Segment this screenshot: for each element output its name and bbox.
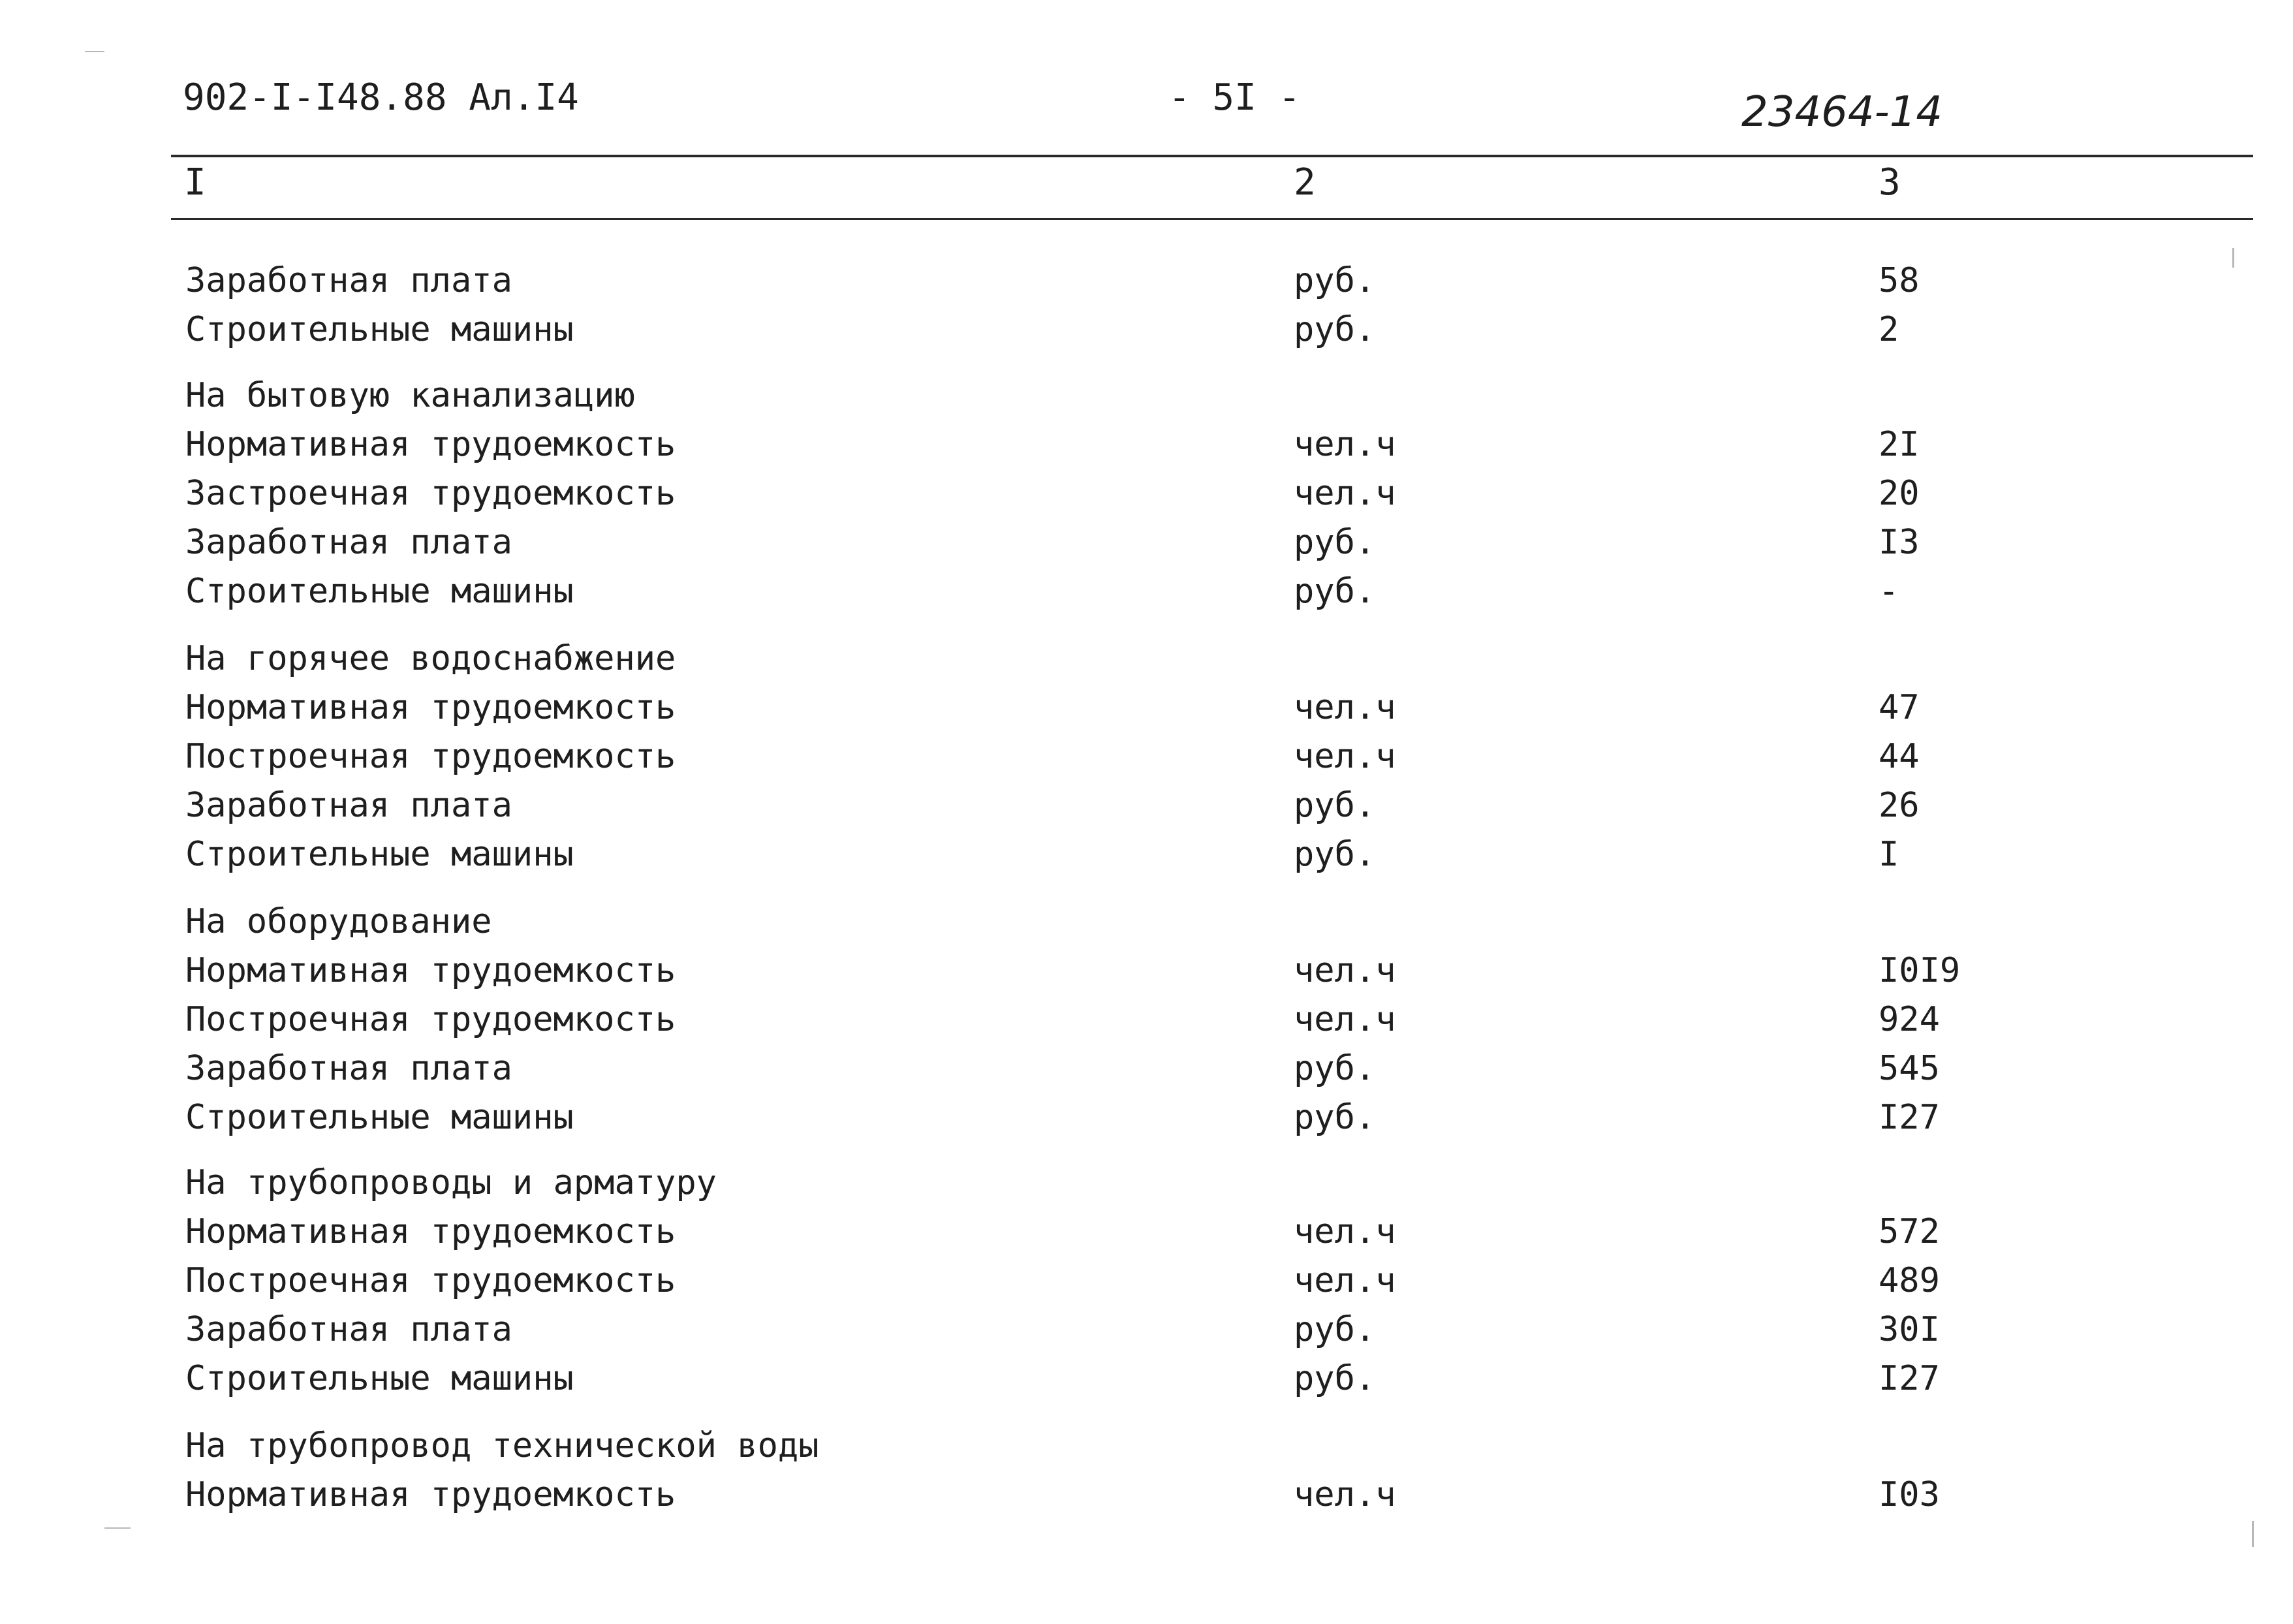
section-title: На оборудование	[185, 902, 492, 941]
row-unit: чел.ч	[1294, 951, 1396, 990]
table-row	[0, 258, 2089, 304]
table-top-rule	[171, 155, 2253, 157]
table-row	[0, 1209, 2089, 1255]
row-label: Заработная плата	[185, 786, 512, 825]
table-row	[0, 422, 2089, 467]
row-value: 2	[1879, 310, 1899, 349]
table-row	[0, 832, 2089, 877]
row-unit: чел.ч	[1294, 737, 1396, 776]
row-value: 47	[1879, 688, 1920, 727]
row-value: I0I9	[1879, 951, 1961, 990]
table-row	[0, 471, 2089, 516]
row-unit: руб.	[1294, 1359, 1376, 1398]
row-label: Заработная плата	[185, 1310, 512, 1349]
row-value: I27	[1879, 1098, 1940, 1137]
row-label: Построечная трудоемкость	[185, 737, 676, 776]
row-label: Нормативная трудоемкость	[185, 1475, 676, 1514]
row-value: 924	[1879, 1000, 1940, 1039]
row-unit: чел.ч	[1294, 425, 1396, 464]
row-value: I03	[1879, 1475, 1940, 1514]
row-value: 489	[1879, 1261, 1940, 1300]
section-heading	[0, 636, 2089, 681]
row-label: Строительные машины	[185, 1098, 574, 1137]
row-label: Нормативная трудоемкость	[185, 425, 676, 464]
row-unit: руб.	[1294, 835, 1376, 874]
section-heading	[0, 1160, 2089, 1206]
document-code: 902-I-I48.88 Ал.I4	[183, 76, 579, 119]
row-value: 20	[1879, 474, 1920, 513]
row-label: Заработная плата	[185, 261, 512, 300]
row-unit: чел.ч	[1294, 474, 1396, 513]
row-label: Нормативная трудоемкость	[185, 951, 676, 990]
row-unit: руб.	[1294, 572, 1376, 611]
row-label: Застроечная трудоемкость	[185, 474, 676, 513]
table-row	[0, 948, 2089, 993]
row-label: Строительные машины	[185, 572, 574, 611]
row-label: Заработная плата	[185, 523, 512, 562]
section-title: На бытовую канализацию	[185, 376, 635, 415]
scan-speck	[2232, 248, 2234, 268]
row-label: Построечная трудоемкость	[185, 1000, 676, 1039]
row-value: 26	[1879, 786, 1920, 825]
section-heading	[0, 899, 2089, 945]
row-label: Заработная плата	[185, 1049, 512, 1088]
row-value: I27	[1879, 1359, 1940, 1398]
row-label: Строительные машины	[185, 310, 574, 349]
section-title: На трубопровод технической воды	[185, 1426, 819, 1465]
table-header-rule	[171, 218, 2253, 220]
row-value: 2I	[1879, 425, 1920, 464]
table-row	[0, 1258, 2089, 1304]
row-unit: руб.	[1294, 523, 1376, 562]
row-label: Строительные машины	[185, 1359, 574, 1398]
page-number: - 5I -	[1168, 76, 1301, 119]
table-row	[0, 997, 2089, 1042]
table-row	[0, 685, 2089, 730]
row-value: I3	[1879, 523, 1920, 562]
row-label: Нормативная трудоемкость	[185, 688, 676, 727]
row-unit: чел.ч	[1294, 1261, 1396, 1300]
row-value: -	[1879, 572, 1899, 611]
scan-speck	[85, 51, 104, 52]
handwritten-number: 23464-14	[1741, 88, 1943, 136]
row-value: 44	[1879, 737, 1920, 776]
row-unit: руб.	[1294, 786, 1376, 825]
table-row	[0, 307, 2089, 352]
table-row	[0, 783, 2089, 828]
table-row	[0, 1356, 2089, 1401]
row-unit: руб.	[1294, 1310, 1376, 1349]
table-row	[0, 1046, 2089, 1091]
section-title: На горячее водоснабжение	[185, 639, 676, 678]
scan-speck	[104, 1527, 131, 1529]
column-header-1: I	[184, 161, 206, 204]
column-header-2: 2	[1294, 161, 1316, 204]
row-unit: руб.	[1294, 1098, 1376, 1137]
table-row	[0, 569, 2089, 614]
column-header-3: 3	[1879, 161, 1901, 204]
table-row	[0, 734, 2089, 779]
row-unit: руб.	[1294, 261, 1376, 300]
row-value: 30I	[1879, 1310, 1940, 1349]
section-title: На трубопроводы и арматуру	[185, 1163, 717, 1202]
row-value: 58	[1879, 261, 1920, 300]
row-unit: руб.	[1294, 1049, 1376, 1088]
row-unit: чел.ч	[1294, 688, 1396, 727]
row-unit: руб.	[1294, 310, 1376, 349]
section-heading	[0, 1423, 2089, 1469]
row-unit: чел.ч	[1294, 1212, 1396, 1251]
table-row	[0, 1095, 2089, 1140]
row-label: Нормативная трудоемкость	[185, 1212, 676, 1251]
table-row	[0, 520, 2089, 565]
row-value: I	[1879, 835, 1899, 874]
table-row	[0, 1472, 2089, 1518]
row-label: Строительные машины	[185, 835, 574, 874]
section-heading	[0, 373, 2089, 418]
row-value: 545	[1879, 1049, 1940, 1088]
row-value: 572	[1879, 1212, 1940, 1251]
row-unit: чел.ч	[1294, 1000, 1396, 1039]
row-unit: чел.ч	[1294, 1475, 1396, 1514]
scan-speck	[2252, 1521, 2254, 1547]
row-label: Построечная трудоемкость	[185, 1261, 676, 1300]
table-row	[0, 1307, 2089, 1352]
